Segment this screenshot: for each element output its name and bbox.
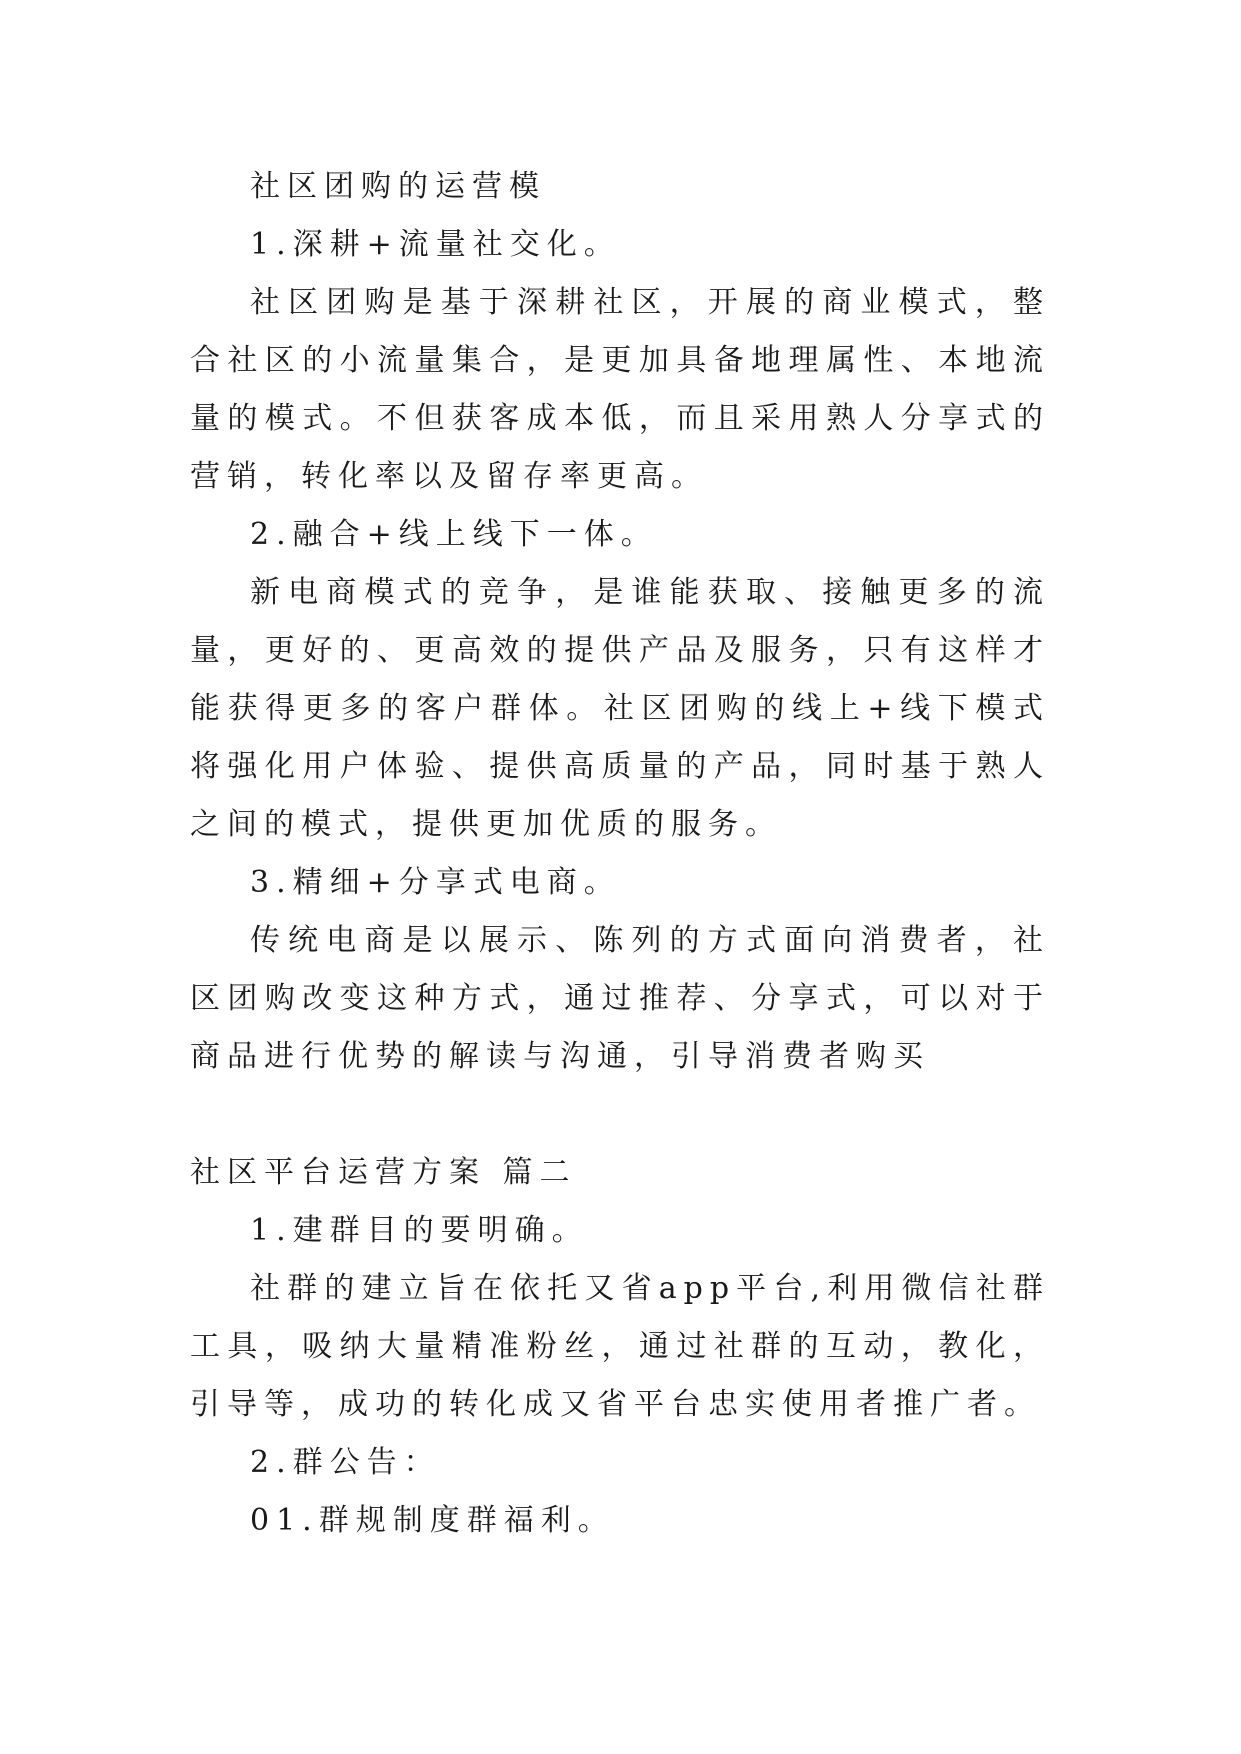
section1-point-2: 2.融合+线上线下一体。 bbox=[250, 517, 658, 552]
section2-heading: 社区平台运营方案 篇二 bbox=[190, 1155, 577, 1190]
section1-point-3: 3.精细+分享式电商。 bbox=[250, 865, 621, 900]
section1-paragraph-2: 新电商模式的竞争，是谁能获取、接触更多的流量，更好的、更高效的提供产品及服务，只有这样才能获得更多的客户群体。社区团购的线上+线下模式将强化用户体验、提供高质量的产品，同时基于熟人之间的模式，提供更加优质的服务。 bbox=[190, 575, 1050, 842]
document-page bbox=[190, 158, 1050, 1550]
section1-paragraph-1: 社区团购是基于深耕社区，开展的商业模式，整合社区的小流量集合，是更加具备地理属性、本地流量的模式。不但获客成本低，而且采用熟人分享式的营销，转化率以及留存率更高。 bbox=[190, 285, 1050, 494]
section2-subpoint-01: 01.群规制度群福利。 bbox=[250, 1503, 615, 1538]
section1-paragraph-3: 传统电商是以展示、陈列的方式面向消费者，社区团购改变这种方式，通过推荐、分享式，可以对于商品进行优势的解读与沟通，引导消费者购买 bbox=[190, 923, 1050, 1074]
section-spacer bbox=[190, 1086, 1050, 1144]
section1-point-1: 1.深耕+流量社交化。 bbox=[250, 227, 621, 262]
section2-paragraph-1: 社群的建立旨在依托又省app平台,利用微信社群工具，吸纳大量精准粉丝，通过社群的互动，教化，引导等，成功的转化成又省平台忠实使用者推广者。 bbox=[190, 1271, 1050, 1422]
section1-heading: 社区团购的运营模 bbox=[250, 169, 546, 204]
section2-point-1: 1.建群目的要明确。 bbox=[250, 1213, 589, 1248]
section2-point-2: 2.群公告： bbox=[250, 1445, 441, 1480]
